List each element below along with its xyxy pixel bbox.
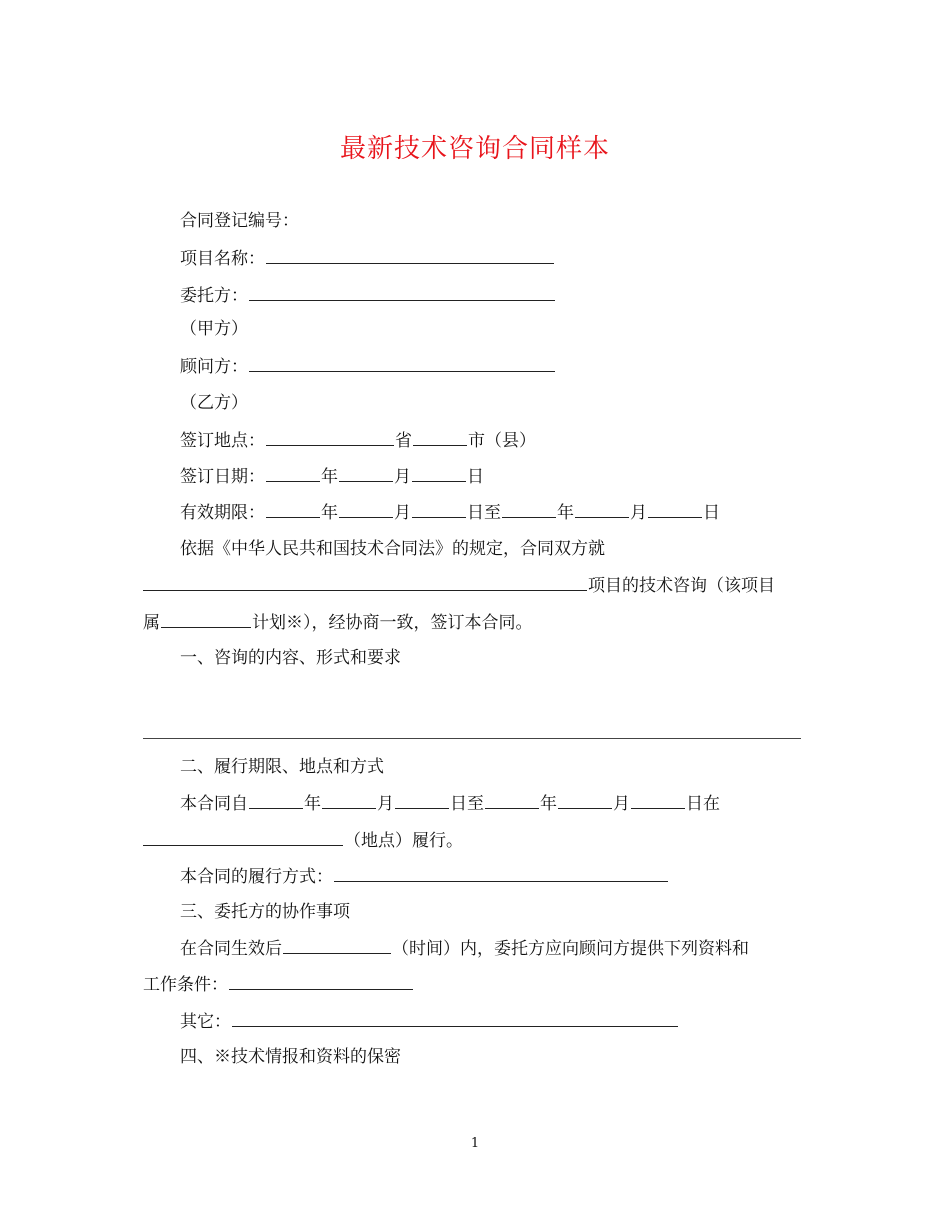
project-name-blank[interactable]: [266, 247, 554, 264]
performance-place-line: （地点）履行。: [143, 829, 463, 852]
consultant-blank[interactable]: [249, 355, 555, 372]
start-day-blank[interactable]: [412, 501, 466, 518]
end-month-blank[interactable]: [575, 501, 629, 518]
end-year-blank[interactable]: [502, 501, 556, 518]
end-day-blank[interactable]: [648, 501, 702, 518]
document-title: 最新技术咨询合同样本: [339, 134, 610, 164]
province-blank[interactable]: [266, 429, 394, 446]
performance-period-line: 本合同自 年 月 日至 年 月 日在: [180, 794, 720, 814]
performance-way-line: 本合同的履行方式：: [180, 865, 669, 888]
perform-end-day-blank[interactable]: [631, 792, 685, 809]
basis-line: 依据《中华人民共和国技术合同法》的规定，合同双方就: [180, 539, 605, 559]
perform-start-year-blank[interactable]: [249, 792, 303, 809]
project-name-line: 项目名称：: [180, 247, 555, 270]
section-2-heading: 二、履行期限、地点和方式: [180, 757, 384, 777]
cooperation-line: 在合同生效后 （时间）内，委托方应向顾问方提供下列资料和: [180, 939, 749, 959]
signing-place-line: 签订地点： 省 市（县）: [180, 431, 536, 451]
plan-line: 属 计划※），经协商一致，签订本合同。: [143, 613, 533, 633]
month-blank[interactable]: [339, 465, 393, 482]
section-4-heading: 四、※技术情报和资料的保密: [180, 1047, 401, 1067]
other-blank[interactable]: [232, 1010, 678, 1027]
perform-start-month-blank[interactable]: [322, 792, 376, 809]
year-blank[interactable]: [266, 465, 320, 482]
section-3-heading: 三、委托方的协作事项: [180, 902, 350, 922]
party-a-line: （甲方）: [180, 319, 248, 339]
perform-end-year-blank[interactable]: [485, 792, 539, 809]
perform-way-blank[interactable]: [334, 865, 668, 882]
time-blank[interactable]: [283, 937, 391, 954]
section-1-heading: 一、咨询的内容、形式和要求: [180, 648, 401, 668]
consultant-line: 顾问方：: [180, 355, 556, 378]
project-blank[interactable]: [143, 574, 587, 591]
client-line: 委托方：: [180, 284, 556, 307]
party-b-line: （乙方）: [180, 393, 248, 413]
validity-line: 有效期限： 年 月 日至 年 月 日: [180, 503, 720, 523]
signing-date-line: 签订日期： 年 月 日: [180, 467, 484, 487]
start-month-blank[interactable]: [339, 501, 393, 518]
work-conditions-blank[interactable]: [229, 973, 413, 990]
day-blank[interactable]: [412, 465, 466, 482]
tech-consult-line: 项目的技术咨询（该项目: [143, 574, 775, 597]
work-conditions-line: 工作条件：: [143, 973, 414, 996]
perform-end-month-blank[interactable]: [558, 792, 612, 809]
page-number: 1: [470, 1136, 480, 1151]
client-blank[interactable]: [249, 284, 555, 301]
registration-number-line: 合同登记编号：: [180, 211, 299, 231]
city-blank[interactable]: [413, 429, 467, 446]
perform-place-blank[interactable]: [143, 829, 343, 846]
content-underline[interactable]: [143, 738, 801, 739]
perform-start-day-blank[interactable]: [395, 792, 449, 809]
other-line: 其它：: [180, 1010, 679, 1033]
start-year-blank[interactable]: [266, 501, 320, 518]
plan-blank[interactable]: [161, 611, 251, 628]
